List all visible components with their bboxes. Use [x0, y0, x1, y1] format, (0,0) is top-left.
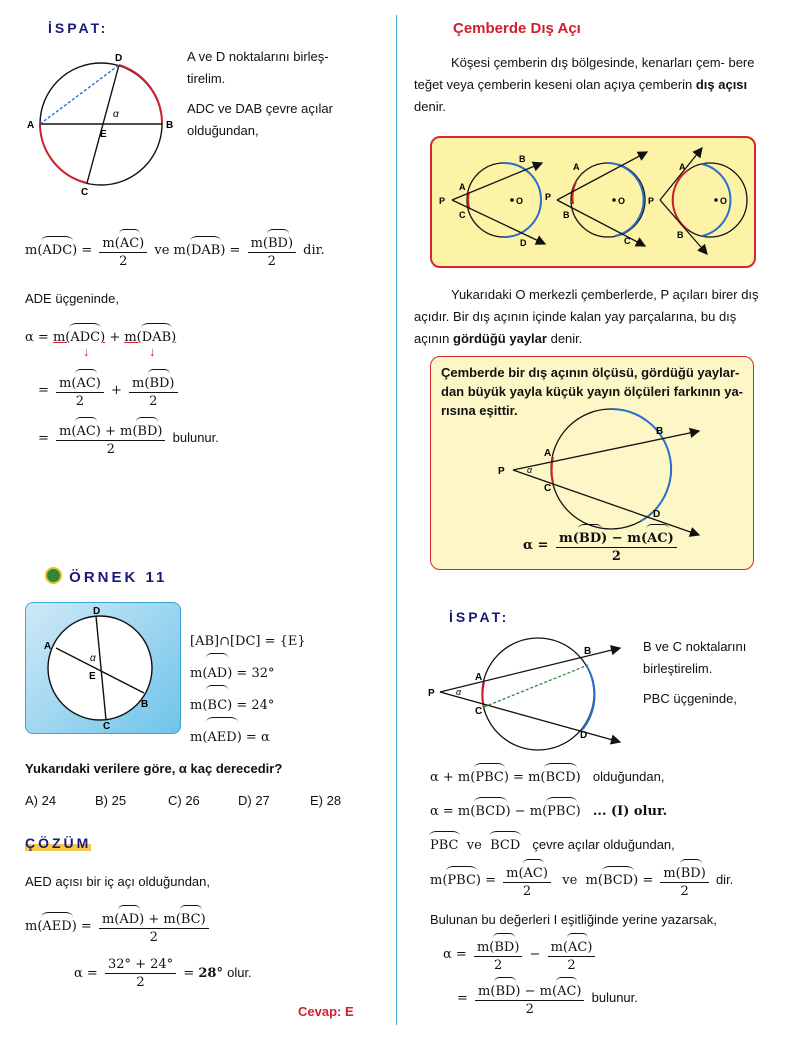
right-proof-line-2: birleştirelim. — [643, 661, 713, 676]
proof-circle-diagram — [25, 45, 185, 195]
answer-label: Cevap: E — [298, 1004, 354, 1019]
svg-text:A: A — [44, 641, 52, 652]
svg-text:B: B — [584, 646, 592, 657]
right-proof-line-1: B ve C noktalarını — [643, 639, 747, 654]
option-e[interactable]: E) 28 — [310, 793, 342, 808]
svg-text:P: P — [439, 196, 446, 206]
example-badge-icon — [45, 567, 62, 584]
example-circle-diagram — [26, 603, 180, 733]
option-c[interactable]: C) 26 — [168, 793, 200, 808]
arrow-down-icon: ↓ — [149, 344, 156, 359]
proof-line-4: olduğundan, — [187, 123, 259, 138]
svg-text:α: α — [456, 687, 462, 697]
right-proof-line-3: PBC üçgeninde, — [643, 691, 737, 706]
rule-text: Çemberde bir dış açının ölçüsü, gördüğü yaylar- dan büyük yayla küçük yayın ölçüleri farkının ya- rısına eşittir. — [441, 365, 744, 418]
svg-text:A: A — [475, 672, 483, 683]
svg-text:P: P — [498, 466, 505, 477]
example-title: ÖRNEK 11 — [45, 567, 167, 586]
svg-text:B: B — [166, 120, 174, 131]
svg-text:E: E — [100, 129, 107, 140]
right-proof-diagram — [428, 632, 624, 752]
svg-text:α: α — [527, 465, 533, 475]
triangle-equation: α + m(PBC) = m(BCD) olduğundan, — [430, 766, 664, 785]
solution-result: α = $\frac{32^\circ + 24^\circ}{2}$ = 28° olur. — [74, 957, 252, 990]
rule-formula: α = $\frac{m(BD) - m(AC)}{2}$ — [523, 527, 680, 564]
svg-text:B: B — [677, 230, 684, 240]
option-d[interactable]: D) 27 — [238, 793, 270, 808]
alpha-sum-equation: α = m(ADC) + m(DAB) — [25, 326, 176, 345]
given-aed: m(AED) = α — [190, 720, 306, 752]
option-a[interactable]: A) 24 — [25, 793, 57, 808]
solution-title: ÇÖZÜM — [25, 835, 92, 851]
example-figure-box — [25, 602, 181, 734]
svg-text:C: C — [81, 187, 89, 195]
svg-text:A: A — [27, 120, 35, 131]
svg-text:B: B — [563, 210, 570, 220]
external-angle-types-box — [430, 136, 756, 268]
svg-text:B: B — [656, 426, 664, 437]
section-title: Çemberde Dış Açı — [453, 20, 581, 37]
svg-text:C: C — [544, 483, 552, 494]
svg-text:D: D — [520, 238, 527, 248]
svg-text:E: E — [89, 671, 96, 682]
equation-i: α = m(BCD) − m(PBC) ... (I) olur. — [430, 800, 667, 819]
arrow-down-icon: ↓ — [83, 344, 90, 359]
svg-text:C: C — [624, 236, 631, 246]
final-equation: = $\frac{m(BD) - m(AC)}{2}$ bulunur. — [457, 980, 638, 1017]
option-b[interactable]: B) 25 — [95, 793, 127, 808]
svg-text:C: C — [459, 210, 466, 220]
proof-explanation — [187, 46, 367, 142]
svg-text:A: A — [544, 448, 552, 459]
svg-text:α: α — [90, 653, 96, 664]
proof-line-3: ADC ve DAB çevre açılar — [187, 101, 333, 116]
svg-text:A: A — [459, 182, 466, 192]
svg-text:C: C — [103, 721, 111, 732]
proof-title: İSPAT: — [48, 20, 109, 36]
svg-text:C: C — [475, 706, 483, 717]
svg-text:P: P — [428, 688, 435, 699]
svg-text:P: P — [648, 196, 655, 206]
svg-text:D: D — [115, 53, 123, 64]
given-ad: m(AD) = 32° — [190, 656, 306, 688]
inscribed-angle-equation: m(ADC) = $\frac{m(AC)}{2}$ ve m(DAB) = $\frac{m(BD)}{2}$ dir. — [25, 232, 325, 269]
svg-text:α: α — [113, 109, 119, 120]
svg-text:P: P — [545, 192, 552, 202]
ade-label: ADE üçgeninde, — [25, 291, 119, 306]
svg-text:A: A — [573, 162, 580, 172]
given-intersection: [AB]∩[DC] = {E} — [190, 634, 306, 649]
alpha-result-equation: = $\frac{m(AC) + m(BD)}{2}$ bulunur. — [38, 420, 219, 457]
inscribed-equations: m(PBC) = $\frac{m(AC)}{2}$ ve m(BCD) = $\frac{m(BD)}{2}$ dir. — [430, 862, 733, 899]
substitute-text: Bulunan bu değerleri I eşitliğinde yerine yazarsak, — [430, 912, 717, 927]
solution-equation: m(AED) = $\frac{m(AD) + m(BC)}{2}$ — [25, 908, 212, 945]
right-proof-title: İSPAT: — [449, 609, 510, 625]
given-bc: m(BC) = 24° — [190, 688, 306, 720]
svg-text:D: D — [580, 730, 588, 741]
svg-text:D: D — [653, 509, 661, 520]
svg-text:O: O — [516, 196, 524, 206]
svg-text:O: O — [720, 196, 728, 206]
svg-text:B: B — [141, 699, 149, 710]
svg-text:B: B — [519, 154, 526, 164]
svg-text:A: A — [679, 162, 686, 172]
proof-line-1: A ve D noktalarını birleş- — [187, 49, 329, 64]
column-divider — [396, 15, 397, 1025]
svg-text:O: O — [618, 196, 626, 206]
solution-text: AED açısı bir iç açı olduğundan, — [25, 874, 210, 889]
inscribed-statement: PBC ve BCD çevre açılar olduğundan, — [430, 834, 675, 853]
alpha-fraction-equation: = $\frac{m(AC)}{2}$ + $\frac{m(BD)}{2}$ — [38, 372, 181, 409]
example-givens — [190, 628, 306, 752]
substituted-equation: α = $\frac{m(BD)}{2}$ − $\frac{m(AC)}{2}$ — [443, 936, 598, 973]
svg-text:D: D — [93, 606, 101, 617]
question-text: Yukarıdaki verilere göre, α kaç derecedir? — [25, 761, 283, 776]
rule-box — [430, 356, 754, 570]
right-proof-explanation — [643, 636, 746, 710]
external-angle-figures — [432, 138, 754, 266]
arc-paragraph: Yukarıdaki O merkezli çemberlerde, P açıları birer dış açıdır. Bir dış açının içinde kalan yay parçalarına, bu dış açının gördüğü yaylar denir. — [414, 287, 759, 346]
proof-line-2: tirelim. — [187, 71, 226, 86]
definition-paragraph: Köşesi çemberin dış bölgesinde, kenarları çem- bere teğet veya çemberin keseni olan açıya çemberin dış açısı denir. — [414, 55, 755, 114]
